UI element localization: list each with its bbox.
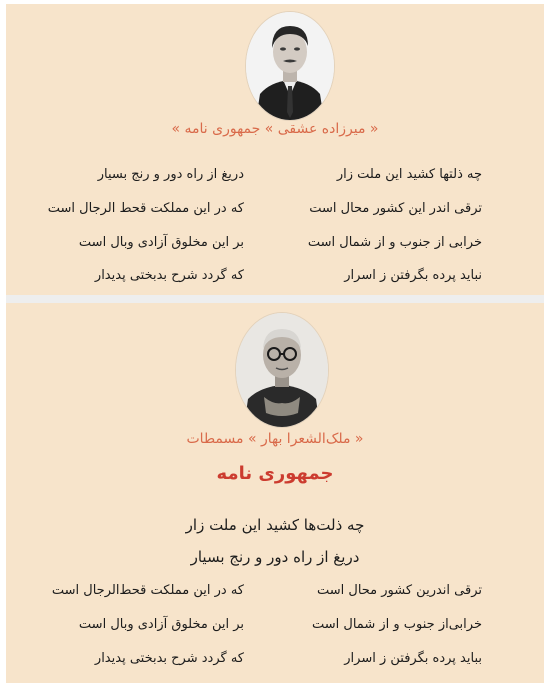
bottom-verse-right-3: بباید پرده بگرفتن ز اسرار — [344, 651, 482, 666]
top-caption: « میرزاده عشقی » جمهوری نامه » — [171, 121, 379, 137]
bottom-verse-left-2: بر این مخلوق آزادی وبال است — [78, 617, 244, 632]
bottom-verse-left-1: که در این مملکت قحط‌الرجال است — [51, 583, 244, 598]
top-verse-left-3: بر این مخلوق آزادی وبال است — [78, 235, 244, 250]
portrait-mirzadeh-eshghi — [246, 12, 334, 120]
bottom-verse-right-1: ترقی اندرین کشور محال است — [316, 583, 482, 598]
portrait-image — [236, 313, 328, 427]
top-verse-left-1: دریغ از راه دور و رنج بسیار — [97, 167, 244, 182]
bottom-center-verse-1: چه ذلت‌ها کشید این ملت زار — [185, 516, 365, 534]
top-verse-right-1: چه ذلتها کشید این ملت زار — [336, 167, 482, 182]
panel-divider — [6, 295, 544, 303]
top-verse-left-2: که در این مملکت قحط الرجال است — [47, 201, 244, 216]
top-poem-panel — [6, 4, 544, 295]
top-verse-right-4: نباید پرده بگرفتن ز اسرار — [344, 268, 482, 283]
bottom-center-verse-2: دریغ از راه دور و رنج بسیار — [190, 548, 360, 566]
portrait-image — [246, 12, 334, 120]
portrait-malek-o-shoara-bahar — [236, 313, 328, 427]
top-verse-left-4: که گردد شرح بدبختی پدیدار — [94, 268, 244, 283]
top-verse-right-2: ترقی اندر این کشور محال است — [309, 201, 482, 216]
bottom-caption: ملک‌الشعرا بهار » مسمطات » — [186, 431, 364, 447]
top-verse-right-3: خرابی از جنوب و از شمال است — [307, 235, 482, 250]
bottom-poem-panel — [6, 303, 544, 683]
bottom-verse-right-2: خرابی‌از جنوب و از شمال است — [312, 617, 482, 632]
bottom-verse-left-3: که گردد شرح بدبختی پدیدار — [94, 651, 244, 666]
poem-title: جمهوری نامه — [216, 463, 334, 484]
